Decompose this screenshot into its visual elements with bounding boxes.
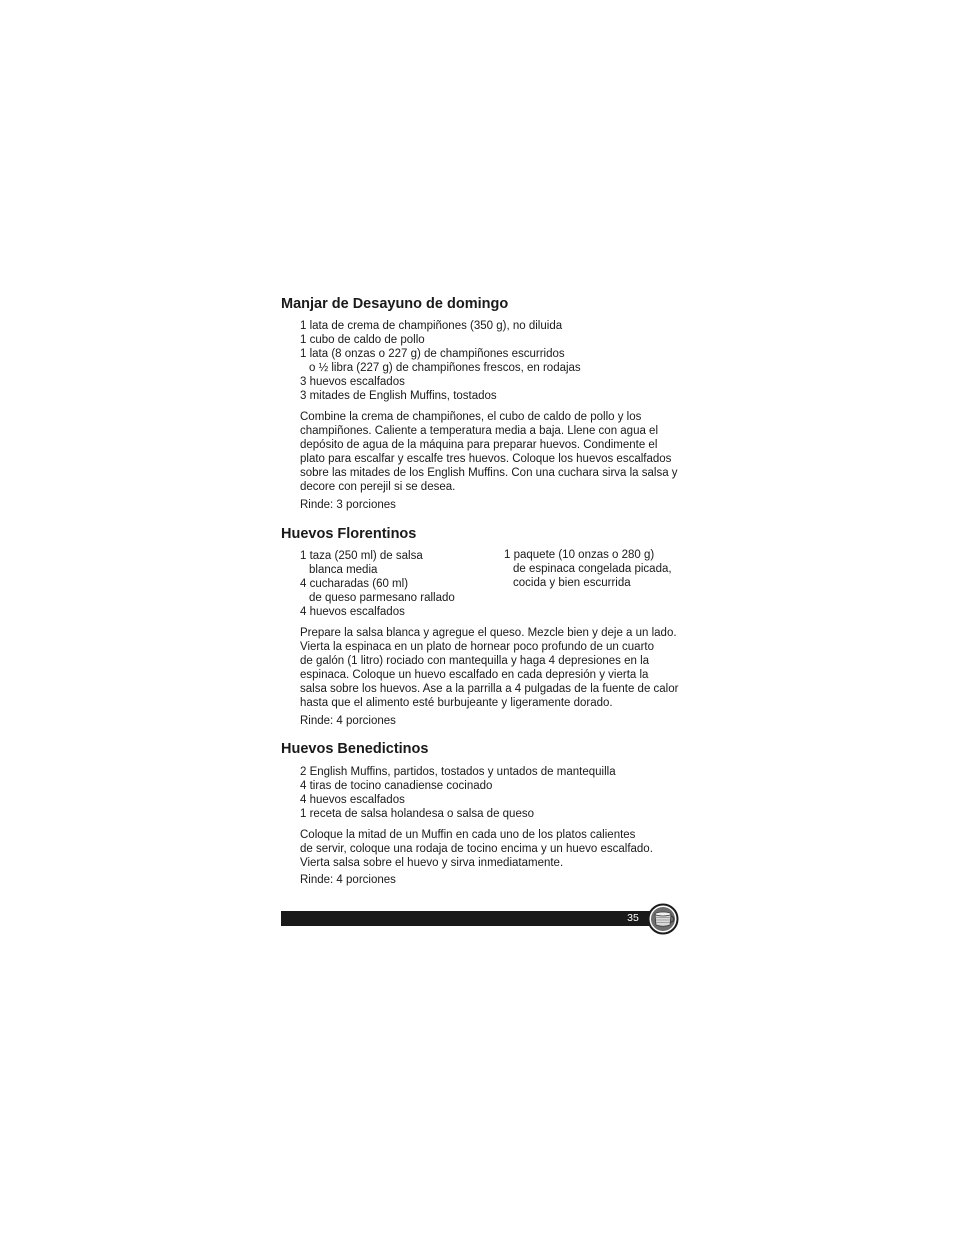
instruction-line: sobre las mitades de los English Muffins. Con una cuchara sirva la salsa y <box>300 467 678 479</box>
instruction-line: Prepare la salsa blanca y agregue el queso. Mezcle bien y deje a un lado. <box>300 627 677 639</box>
ingredients-left-florentinos <box>300 549 455 619</box>
ingredients-list-benedictinos <box>300 765 616 821</box>
ingredient-line: 1 cubo de caldo de pollo <box>300 334 425 346</box>
ingredient-line: cocida y bien escurrida <box>513 577 631 589</box>
ingredient-line: blanca media <box>309 564 378 576</box>
ingredient-line: 1 taza (250 ml) de salsa <box>300 550 423 562</box>
ingredient-line: 4 huevos escalfados <box>300 794 405 806</box>
recipe-title-benedictinos: Huevos Benedictinos <box>281 741 429 757</box>
ingredient-line: 1 lata de crema de champiñones (350 g), no diluida <box>300 320 563 332</box>
yield-manjar: Rinde: 3 porciones <box>300 499 396 511</box>
ingredient-line: 1 receta de salsa holandesa o salsa de queso <box>300 808 534 820</box>
recipe-title-florentinos: Huevos Florentinos <box>281 526 417 542</box>
instruction-line: decore con perejil si se desea. <box>300 481 456 493</box>
instruction-line: Vierta salsa sobre el huevo y sirva inmediatamente. <box>300 857 564 869</box>
yield-benedictinos: Rinde: 4 porciones <box>300 874 396 886</box>
instruction-line: Combine la crema de champiñones, el cubo de caldo de pollo y los <box>300 411 642 423</box>
cup-icon <box>647 903 679 935</box>
ingredient-line: 2 English Muffins, partidos, tostados y untados de mantequilla <box>300 766 616 778</box>
ingredient-line: 1 paquete (10 onzas o 280 g) <box>504 549 655 561</box>
instruction-line: Vierta la espinaca en un plato de hornear poco profundo de un cuarto <box>300 641 654 653</box>
instructions-benedictinos <box>300 828 653 870</box>
instruction-line: champiñones. Caliente a temperatura media a baja. Llene con agua el <box>300 425 659 437</box>
ingredient-line: 4 cucharadas (60 ml) <box>300 578 409 590</box>
ingredient-line: 3 huevos escalfados <box>300 376 405 388</box>
recipe-title-manjar: Manjar de Desayuno de domingo <box>281 296 509 312</box>
instructions-florentinos <box>300 626 678 710</box>
instructions-manjar <box>300 410 678 494</box>
ingredient-line: 3 mitades de English Muffins, tostados <box>300 390 497 402</box>
ingredient-line: 4 huevos escalfados <box>300 606 405 618</box>
instruction-line: plato para escalfar y escalfe tres huevos. Coloque los huevos escalfados <box>300 453 672 465</box>
instruction-line: de servir, coloque una rodaja de tocino encima y un huevo escalfado. <box>300 843 653 855</box>
instruction-line: salsa sobre los huevos. Ase a la parrilla a 4 pulgadas de la fuente de calor <box>300 683 679 695</box>
page-number: 35 <box>627 912 639 924</box>
instruction-line: Coloque la mitad de un Muffin en cada uno de los platos calientes <box>300 829 636 841</box>
ingredients-list-manjar <box>300 319 581 403</box>
ingredient-line: 1 lata (8 onzas o 227 g) de champiñones escurridos <box>300 348 565 360</box>
ingredients-right-florentinos <box>504 548 672 590</box>
ingredient-line: o ½ libra (227 g) de champiñones frescos, en rodajas <box>309 362 581 374</box>
yield-florentinos: Rinde: 4 porciones <box>300 715 396 727</box>
instruction-line: de galón (1 litro) rociado con mantequilla y haga 4 depresiones en la <box>300 655 650 667</box>
ingredient-line: de espinaca congelada picada, <box>513 563 672 575</box>
ingredient-line: de queso parmesano rallado <box>309 592 455 604</box>
instruction-line: espinaca. Coloque un huevo escalfado en cada depresión y vierta la <box>300 669 649 681</box>
ingredient-line: 4 tiras de tocino canadiense cocinado <box>300 780 493 792</box>
footer-bar <box>281 911 657 926</box>
instruction-line: hasta que el alimento esté burbujeante y ligeramente dorado. <box>300 697 613 709</box>
instruction-line: depósito de agua de la máquina para preparar huevos. Condimente el <box>300 439 658 451</box>
